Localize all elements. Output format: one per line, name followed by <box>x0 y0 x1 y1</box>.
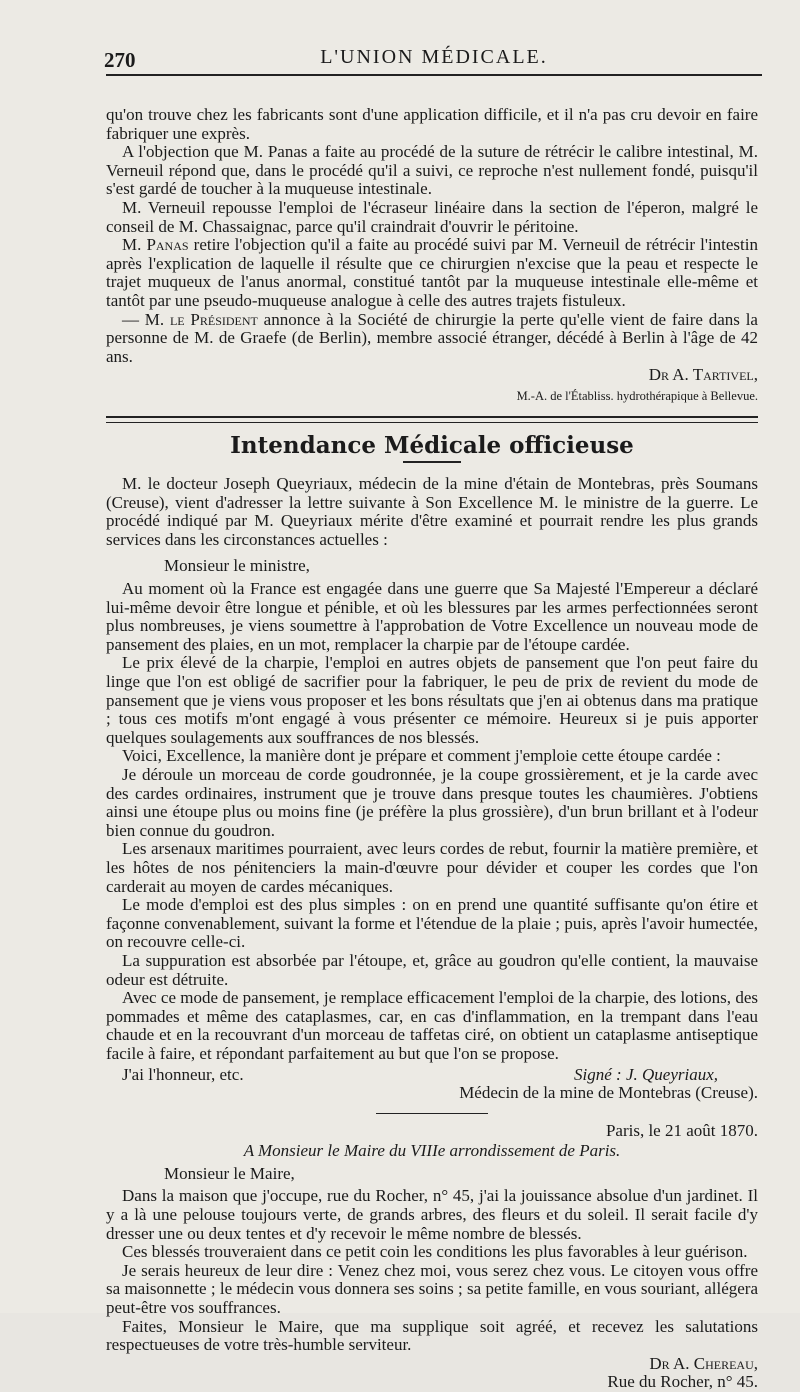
letter2-paragraph-4: Faites, Monsieur le Maire, que ma supplique soit agréé, et recevez les salutations respectueuses de votre très-humble serviteur. <box>106 1316 758 1355</box>
letter-paragraph-1: Au moment où la France est engagée dans une guerre que Sa Majesté l'Empereur a déclaré lui-même devoir être longue et pénible, et où les blessures par les armes perfectionnées seront plus nombreuses, je viens soumettre à l'approbation de Votre Excellence un nouveau mode de pansement des plaies, en un mot, remplacer la charpie par de l'étoupe cardée. <box>106 579 758 654</box>
title-underline <box>403 461 461 463</box>
dash-lead: — M. <box>122 309 170 329</box>
discussion-paragraph-3: M. Verneuil repousse l'emploi de l'écraseur linéaire dans la section de l'éperon, malgré le conseil de M. Chassaignac, parce qu'il craindrait d'ouvrir le péritoine. <box>106 197 758 236</box>
discussion-paragraph-1: qu'on trouve chez les fabricants sont d'une application difficile, et il n'a pas cru devoir en faire fabriquer une exprès. <box>106 105 758 143</box>
discussion-paragraph-2: A l'objection que M. Panas a faite au procédé de la suture de rétrécir le calibre intestinal, M. Verneuil répond que, dans le procédé qu'il a suivi, ce reproche n'est nullement fondé, puisqu'il s'est gardé de toucher à la muqueuse intestinale. <box>106 142 758 199</box>
letter-paragraph-7: La suppuration est absorbée par l'étoupe, et, grâce au goudron qu'elle contient, la mauvaise odeur est détruite. <box>106 950 758 989</box>
letter-signed: Signé : J. Queyriaux, <box>574 1064 718 1084</box>
author-affiliation: M.-A. de l'Établiss. hydrothérapique à Bellevue. <box>516 388 758 403</box>
speaker-name: le Président <box>169 309 258 329</box>
letter2-paragraph-1: Dans la maison que j'occupe, rue du Rocher, n° 45, j'ai la jouissance absolue d'un jardinet. Il y a là une pelouse toujours verte, de grands arbres, des fleurs et du soleil. Il serait facile d'y dresser une ou deux tentes et d'y recevoir le même nombre de blessés. <box>106 1186 758 1243</box>
letter-closing: J'ai l'honneur, etc. <box>122 1064 244 1084</box>
letter2-signature: Dr A. Chereau, <box>649 1353 758 1373</box>
paragraph-text: annonce à la Société de chirurgie la perte qu'elle vient de faire dans la personne de M. de Graefe (de Berlin), membre associé étranger, décédé à Berlin à l'âge de 42 ans. <box>106 309 758 366</box>
section-title: Intendance Médicale officieuse <box>230 431 634 459</box>
letter-paragraph-8: Avec ce mode de pansement, je remplace efficacement l'emploi de la charpie, des lotions, des pommades et même des cataplasmes, car, en cas d'inflammation, en la trempant dans l'eau chaude et en la recouvrant d'un morceau de taffetas ciré, on obtient un cataplasme antiseptique facile à faire, et répondant parfaitement au but que l'on se propose. <box>106 988 758 1063</box>
paragraph-text: retire l'objection qu'il a faite au procédé suivi par M. Verneuil de rétrécir l'intestin après l'explication de laquelle il résulte que ce chirurgien n'excise que la peau et respecte le trajet muqueux de l'anus anormal, constitué tantôt par la muqueuse intestinale elle-même et tantôt par une pseudo-muqueuse analogue à celle des autres trajets fistuleux. <box>106 235 758 310</box>
page-number: 270 <box>104 48 136 72</box>
letter-salutation: Monsieur le ministre, <box>164 556 310 576</box>
letter2-addressee: A Monsieur le Maire du VIIIe arrondissement de Paris. <box>243 1141 621 1161</box>
letter-intro: M. le docteur Joseph Queyriaux, médecin de la mine d'étain de Montebras, près Soumans (Creuse), vient d'adresser la lettre suivante à Son Excellence M. le ministre de la guerre. Le procédé indiqué par M. Queyriaux mérite d'être examiné et pourrait rendre les plus grands services dans les circonstances actuelles : <box>106 474 758 549</box>
letter-paragraph-3: Voici, Excellence, la manière dont je prépare et comment j'emploie cette étoupe cardée : <box>122 746 721 766</box>
discussion-paragraph-5 <box>106 311 758 367</box>
letter2-date: Paris, le 21 août 1870. <box>605 1120 758 1140</box>
letter-paragraph-6: Le mode d'emploi est des plus simples : on en prend une quantité suffisante qu'on étire et façonne convenablement, suivant la forme et l'étendue de la plaie ; puis, après l'avoir humectée, on recouvre celle-ci. <box>106 895 758 952</box>
speaker-name: M. Panas <box>122 235 189 255</box>
letter-divider <box>376 1113 488 1114</box>
letter2-salutation: Monsieur le Maire, <box>164 1163 295 1183</box>
letter2-paragraph-3: Je serais heureux de leur dire : Venez chez moi, vous serez chez vous. Le citoyen vous offre sa maisonnette ; le médecin vous donnera ses soins ; sa petite famille, en vous souriant, allégera peut-être vos souffrances. <box>106 1260 758 1318</box>
article-body <box>106 106 758 1392</box>
letter-signer-title: Médecin de la mine de Montebras (Creuse). <box>459 1083 758 1103</box>
letter-paragraph-4: Je déroule un morceau de corde goudronnée, je la coupe grossièrement, et je la carde avec des cardes ordinaires, instrument que je trouve dans presque toutes les chaumières. J'obtiens ainsi une étoupe plus ou moins fine (je préfère la plus grossière), d'un brun brillant et à l'odeur bien connue du goudron. <box>106 765 758 840</box>
author-signature: Dr A. Tartivel, <box>648 365 758 385</box>
letter2-address: Rue du Rocher, n° 45. <box>607 1372 758 1392</box>
letter-signature-block <box>106 1066 758 1103</box>
page-header <box>106 40 762 76</box>
discussion-paragraph-4 <box>106 236 758 310</box>
running-title: L'UNION MÉDICALE. <box>320 46 548 68</box>
letter-paragraph-2: Le prix élevé de la charpie, l'emploi en autres objets de pansement que l'on peut faire du linge que l'on est obligé de sacrifier pour la fabriquer, le peu de prix de revient du mode de pansement que je viens vous proposer et les bons résultats que j'en ai obtenus dans ma pratique ; tous ces motifs m'ont engagé à vous présenter ce mémoire. Heureux si je puis apporter quelques soulagements aux souffrances de nos blessés. <box>106 653 758 747</box>
letter-paragraph-5: Les arsenaux maritimes pourraient, avec leurs cordes de rebut, fournir la matière première, et les hôtes de nos pénitenciers la main-d'œuvre pour dévider et couper les cordes que l'on carderait au moyen de cardes mécaniques. <box>106 839 758 896</box>
letter2-paragraph-2: Ces blessés trouveraient dans ce petit coin les conditions les plus favorables à leur guérison. <box>122 1242 748 1262</box>
section-separator <box>106 416 758 423</box>
